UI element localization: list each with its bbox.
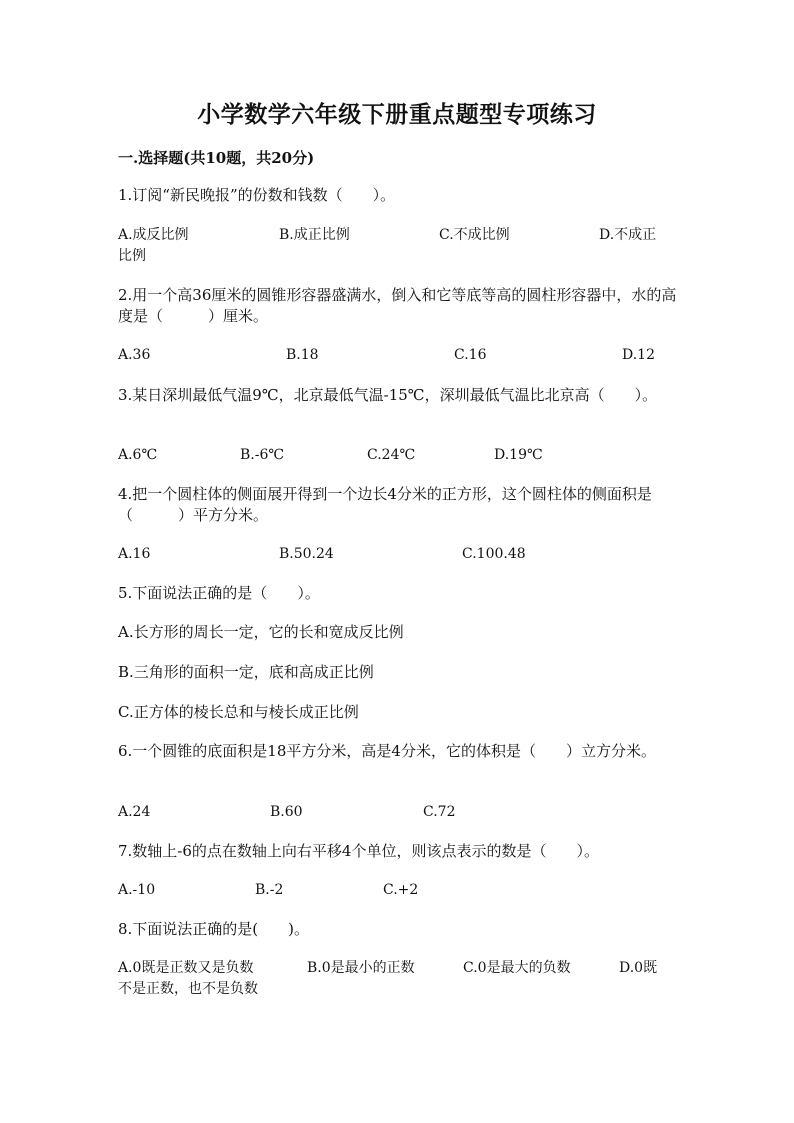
question-7: 7.数轴上-6的点在数轴上向右平移4个单位，则该点表示的数是（ ）。 [118, 842, 599, 860]
option-b: B.-6℃ [240, 447, 285, 463]
question-4-options [118, 544, 678, 565]
option-c: C.0是最大的负数 [463, 960, 571, 976]
option-a: A.成反比例 [118, 227, 189, 243]
option-a: A.24 [118, 804, 151, 820]
question-8: 8.下面说法正确的是( )。 [118, 920, 310, 938]
option-d-continuation: 比例 [118, 248, 146, 264]
option-a: A.-10 [118, 882, 156, 898]
question-4: 4.把一个圆柱体的侧面展开得到一个边长4分米的正方形，这个圆柱体的侧面积是（ ）平方分米。 [118, 485, 652, 524]
option-c: C.72 [423, 804, 456, 820]
option-a: A.36 [118, 347, 151, 363]
option-c: C.100.48 [462, 546, 526, 562]
option-c: C.24℃ [367, 447, 416, 463]
option-c: C.16 [454, 347, 487, 363]
option-b: B.-2 [255, 882, 284, 898]
option-d: D.19℃ [494, 447, 543, 463]
option-c: C.不成比例 [439, 227, 510, 243]
option-b: B.三角形的面积一定，底和高成正比例 [118, 663, 374, 681]
question-2: 2.用一个高36厘米的圆锥形容器盛满水，倒入和它等底等高的圆柱形容器中，水的高度是（ ）厘米。 [118, 286, 677, 325]
option-d: D.不成正 [599, 227, 657, 243]
question-8-options [118, 958, 678, 979]
question-1-options [118, 225, 678, 246]
option-a: A.16 [118, 546, 151, 562]
option-c: C.正方体的棱长总和与棱长成正比例 [118, 703, 359, 721]
option-d-continuation: 不是正数，也不是负数 [118, 981, 258, 997]
option-b: B.0是最小的正数 [307, 960, 415, 976]
question-2-options [118, 345, 678, 366]
option-d: D.0既 [619, 960, 658, 976]
section-heading: 一.选择题(共10题，共20分) [118, 149, 315, 167]
option-b: B.50.24 [279, 546, 334, 562]
option-a: A.长方形的周长一定，它的长和宽成反比例 [118, 623, 404, 641]
page-title: 小学数学六年级下册重点题型专项练习 [197, 101, 597, 128]
option-b: B.18 [286, 347, 319, 363]
option-b: B.60 [270, 804, 303, 820]
question-1: 1.订阅“新民晚报”的份数和钱数（ ）。 [118, 186, 396, 204]
option-c: C.+2 [383, 882, 419, 898]
question-6: 6.一个圆锥的底面积是18平方分米，高是4分米，它的体积是（ ）立方分米。 [118, 742, 656, 760]
question-6-options [118, 802, 678, 823]
question-7-options [118, 880, 678, 901]
option-d: D.12 [622, 347, 655, 363]
option-a: A.6℃ [118, 447, 158, 463]
question-5: 5.下面说法正确的是（ ）。 [118, 584, 320, 602]
option-b: B.成正比例 [279, 227, 350, 243]
option-a: A.0既是正数又是负数 [118, 960, 254, 976]
question-3-options [118, 445, 678, 466]
question-3: 3.某日深圳最低气温9℃，北京最低气温-15℃，深圳最低气温比北京高（ ）。 [118, 386, 658, 404]
